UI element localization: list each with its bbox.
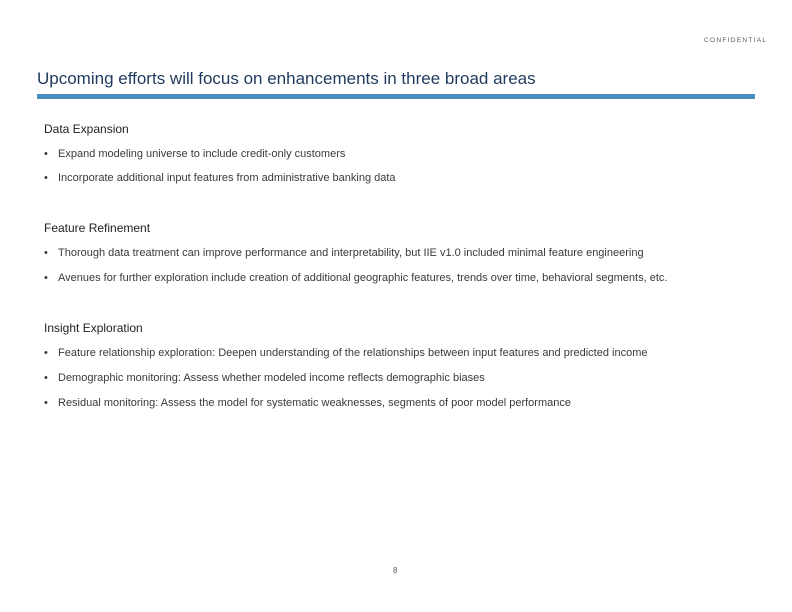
bullet-dot: • (44, 347, 48, 359)
bullet-dot: • (44, 397, 48, 409)
section-heading-feature-refinement: Feature Refinement (44, 221, 151, 235)
page-title: Upcoming efforts will focus on enhancements in three broad areas (37, 69, 536, 88)
bullet-item (44, 272, 667, 284)
bullet-item (44, 397, 571, 409)
bullet-text: Demographic monitoring: Assess whether modeled income reflects demographic biases (58, 372, 485, 384)
bullet-item (44, 372, 485, 384)
bullet-item (44, 172, 396, 184)
bullet-dot: • (44, 372, 48, 384)
bullet-text: Avenues for further exploration include creation of additional geographic features, trends over time, behavioral segments, etc. (58, 272, 668, 284)
bullet-dot: • (44, 272, 48, 284)
page-number: 8 (393, 566, 398, 575)
section-heading-insight-exploration: Insight Exploration (44, 321, 143, 335)
bullet-text: Expand modeling universe to include credit-only customers (58, 148, 346, 160)
title-underline-bar (37, 94, 755, 99)
bullet-dot: • (44, 148, 48, 160)
bullet-text: Incorporate additional input features from administrative banking data (58, 172, 396, 184)
confidential-label: CONFIDENTIAL (704, 37, 768, 44)
bullet-dot: • (44, 172, 48, 184)
bullet-item (44, 148, 345, 160)
bullet-dot: • (44, 247, 48, 259)
bullet-text: Residual monitoring: Assess the model for systematic weaknesses, segments of poor model performance (58, 397, 571, 409)
bullet-item (44, 247, 644, 259)
bullet-text: Thorough data treatment can improve performance and interpretability, but IIE v1.0 included minimal feature engineering (58, 247, 644, 259)
bullet-item (44, 347, 648, 359)
bullet-text: Feature relationship exploration: Deepen understanding of the relationships between input features and predicted income (58, 347, 648, 359)
section-heading-data-expansion: Data Expansion (44, 122, 129, 136)
